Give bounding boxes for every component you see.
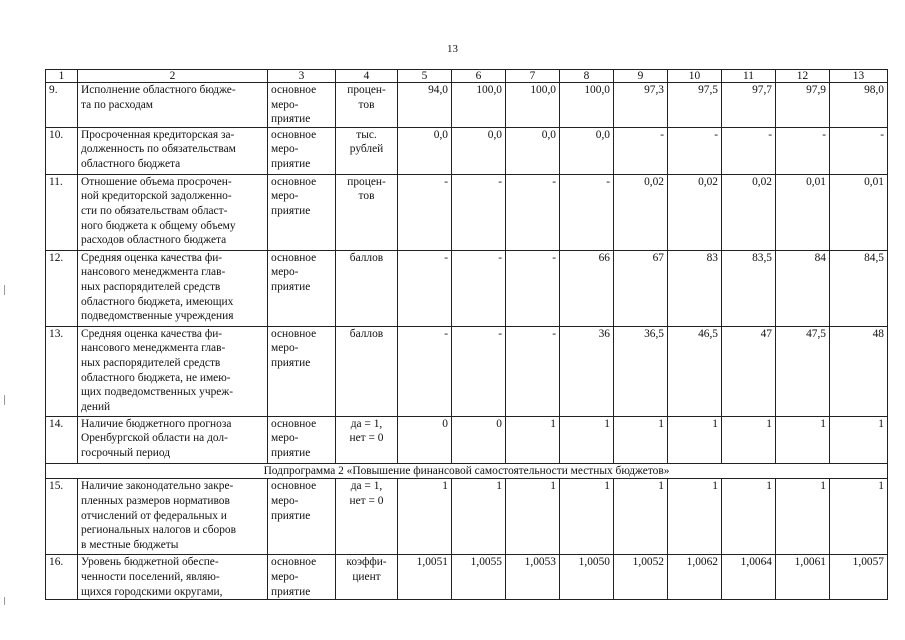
value-cell: 1 — [398, 479, 452, 555]
value-cell: 1 — [560, 479, 614, 555]
value-cell: 1,0057 — [830, 555, 888, 600]
subprogram-title: Подпрограмма 2 «Повышение финансовой самостоятельности местных бюджетов» — [46, 463, 888, 479]
value-cell: 0,02 — [668, 174, 722, 250]
indicators-table — [45, 69, 888, 600]
value-cell: - — [506, 250, 560, 326]
table-row — [46, 127, 888, 174]
indicator-name: Наличие бюджетного прогноза Оренбургской области на дол- госрочный период — [78, 416, 268, 463]
indicator-name: Просроченная кредиторская за- долженность по обязательствам областного бюджета — [78, 127, 268, 174]
unit-cell: процен- тов — [336, 83, 398, 128]
measure-type: основное меро- приятие — [268, 416, 336, 463]
page-number: 13 — [447, 43, 458, 55]
value-cell: 97,9 — [776, 83, 830, 128]
value-cell: 1,0062 — [668, 555, 722, 600]
column-header: 13 — [830, 70, 888, 83]
value-cell: 94,0 — [398, 83, 452, 128]
unit-cell: да = 1, нет = 0 — [336, 479, 398, 555]
column-header: 3 — [268, 70, 336, 83]
value-cell: 1 — [560, 416, 614, 463]
unit-cell: баллов — [336, 250, 398, 326]
margin-mark — [4, 597, 5, 605]
value-cell: - — [398, 174, 452, 250]
value-cell: 0 — [452, 416, 506, 463]
column-header: 5 — [398, 70, 452, 83]
value-cell: - — [776, 127, 830, 174]
value-cell: 100,0 — [560, 83, 614, 128]
value-cell: 0,0 — [398, 127, 452, 174]
value-cell: 66 — [560, 250, 614, 326]
value-cell: 97,5 — [668, 83, 722, 128]
value-cell: 0 — [398, 416, 452, 463]
column-header: 9 — [614, 70, 668, 83]
unit-cell: баллов — [336, 326, 398, 416]
indicator-name: Средняя оценка качества фи- нансового менеджмента глав- ных распорядителей средств областного бюджета, имеющих подведомственные учреждения — [78, 250, 268, 326]
table-row — [46, 479, 888, 555]
value-cell: 47,5 — [776, 326, 830, 416]
row-number: 12. — [46, 250, 78, 326]
measure-type: основное меро- приятие — [268, 83, 336, 128]
row-number: 9. — [46, 83, 78, 128]
value-cell: 0,0 — [506, 127, 560, 174]
indicator-name: Уровень бюджетной обеспе- ченности поселений, являю- щихся городскими округами, — [78, 555, 268, 600]
value-cell: 1,0050 — [560, 555, 614, 600]
table-row — [46, 174, 888, 250]
value-cell: 100,0 — [506, 83, 560, 128]
column-header: 11 — [722, 70, 776, 83]
row-number: 11. — [46, 174, 78, 250]
measure-type: основное меро- приятие — [268, 479, 336, 555]
measure-type: основное меро- приятие — [268, 127, 336, 174]
column-header: 4 — [336, 70, 398, 83]
value-cell: 84,5 — [830, 250, 888, 326]
measure-type: основное меро- приятие — [268, 250, 336, 326]
margin-mark — [4, 285, 5, 295]
value-cell: 48 — [830, 326, 888, 416]
value-cell: - — [452, 326, 506, 416]
value-cell: 1 — [452, 479, 506, 555]
column-header: 8 — [560, 70, 614, 83]
column-header: 6 — [452, 70, 506, 83]
value-cell: 83 — [668, 250, 722, 326]
indicator-name: Исполнение областного бюдже- та по расходам — [78, 83, 268, 128]
measure-type: основное меро- приятие — [268, 174, 336, 250]
value-cell: 1,0061 — [776, 555, 830, 600]
value-cell: 0,01 — [830, 174, 888, 250]
value-cell: - — [614, 127, 668, 174]
value-cell: 1 — [668, 416, 722, 463]
row-number: 15. — [46, 479, 78, 555]
value-cell: 1 — [722, 479, 776, 555]
value-cell: 1 — [668, 479, 722, 555]
row-number: 14. — [46, 416, 78, 463]
unit-cell: тыс. рублей — [336, 127, 398, 174]
value-cell: - — [560, 174, 614, 250]
value-cell: 1,0064 — [722, 555, 776, 600]
value-cell: 97,7 — [722, 83, 776, 128]
value-cell: 0,02 — [722, 174, 776, 250]
table-row — [46, 326, 888, 416]
value-cell: 1,0051 — [398, 555, 452, 600]
indicator-name: Отношение объема просрочен- ной кредиторской задолженно- сти по обязательствам област- ного бюджета к общему объему расходов областного бюджета — [78, 174, 268, 250]
row-number: 13. — [46, 326, 78, 416]
value-cell: - — [722, 127, 776, 174]
measure-type: основное меро- приятие — [268, 555, 336, 600]
indicator-name: Наличие законодательно закре- пленных размеров нормативов отчислений от федеральных и региональных налогов и сборов в местные бюджеты — [78, 479, 268, 555]
value-cell: - — [452, 250, 506, 326]
value-cell: 1 — [722, 416, 776, 463]
margin-mark — [4, 395, 5, 405]
column-header: 12 — [776, 70, 830, 83]
table-row — [46, 555, 888, 600]
value-cell: 36,5 — [614, 326, 668, 416]
value-cell: 1 — [776, 416, 830, 463]
table-row — [46, 83, 888, 128]
value-cell: 1 — [830, 416, 888, 463]
value-cell: 1 — [506, 479, 560, 555]
unit-cell: да = 1, нет = 0 — [336, 416, 398, 463]
value-cell: 83,5 — [722, 250, 776, 326]
value-cell: 1,0055 — [452, 555, 506, 600]
value-cell: 1 — [506, 416, 560, 463]
value-cell: 1,0052 — [614, 555, 668, 600]
value-cell: 36 — [560, 326, 614, 416]
subprogram-row — [46, 463, 888, 479]
value-cell: 67 — [614, 250, 668, 326]
column-header: 1 — [46, 70, 78, 83]
value-cell: 1 — [614, 479, 668, 555]
unit-cell: процен- тов — [336, 174, 398, 250]
value-cell: 1 — [830, 479, 888, 555]
value-cell: 0,01 — [776, 174, 830, 250]
value-cell: 0,0 — [452, 127, 506, 174]
header-row — [46, 70, 888, 83]
measure-type: основное меро- приятие — [268, 326, 336, 416]
unit-cell: коэффи- циент — [336, 555, 398, 600]
value-cell: - — [398, 326, 452, 416]
value-cell: - — [452, 174, 506, 250]
value-cell: - — [506, 174, 560, 250]
value-cell: 84 — [776, 250, 830, 326]
column-header: 7 — [506, 70, 560, 83]
column-header: 10 — [668, 70, 722, 83]
value-cell: 97,3 — [614, 83, 668, 128]
value-cell: 0,0 — [560, 127, 614, 174]
value-cell: - — [506, 326, 560, 416]
table-row — [46, 416, 888, 463]
value-cell: 98,0 — [830, 83, 888, 128]
row-number: 10. — [46, 127, 78, 174]
value-cell: 1 — [614, 416, 668, 463]
value-cell: 100,0 — [452, 83, 506, 128]
value-cell: - — [398, 250, 452, 326]
value-cell: - — [830, 127, 888, 174]
column-header: 2 — [78, 70, 268, 83]
table-row — [46, 250, 888, 326]
value-cell: - — [668, 127, 722, 174]
value-cell: 1 — [776, 479, 830, 555]
value-cell: 0,02 — [614, 174, 668, 250]
value-cell: 1,0053 — [506, 555, 560, 600]
value-cell: 46,5 — [668, 326, 722, 416]
indicator-name: Средняя оценка качества фи- нансового менеджмента глав- ных распорядителей средств областного бюджета, не имею- щих подведомственных учреж- дений — [78, 326, 268, 416]
row-number: 16. — [46, 555, 78, 600]
value-cell: 47 — [722, 326, 776, 416]
